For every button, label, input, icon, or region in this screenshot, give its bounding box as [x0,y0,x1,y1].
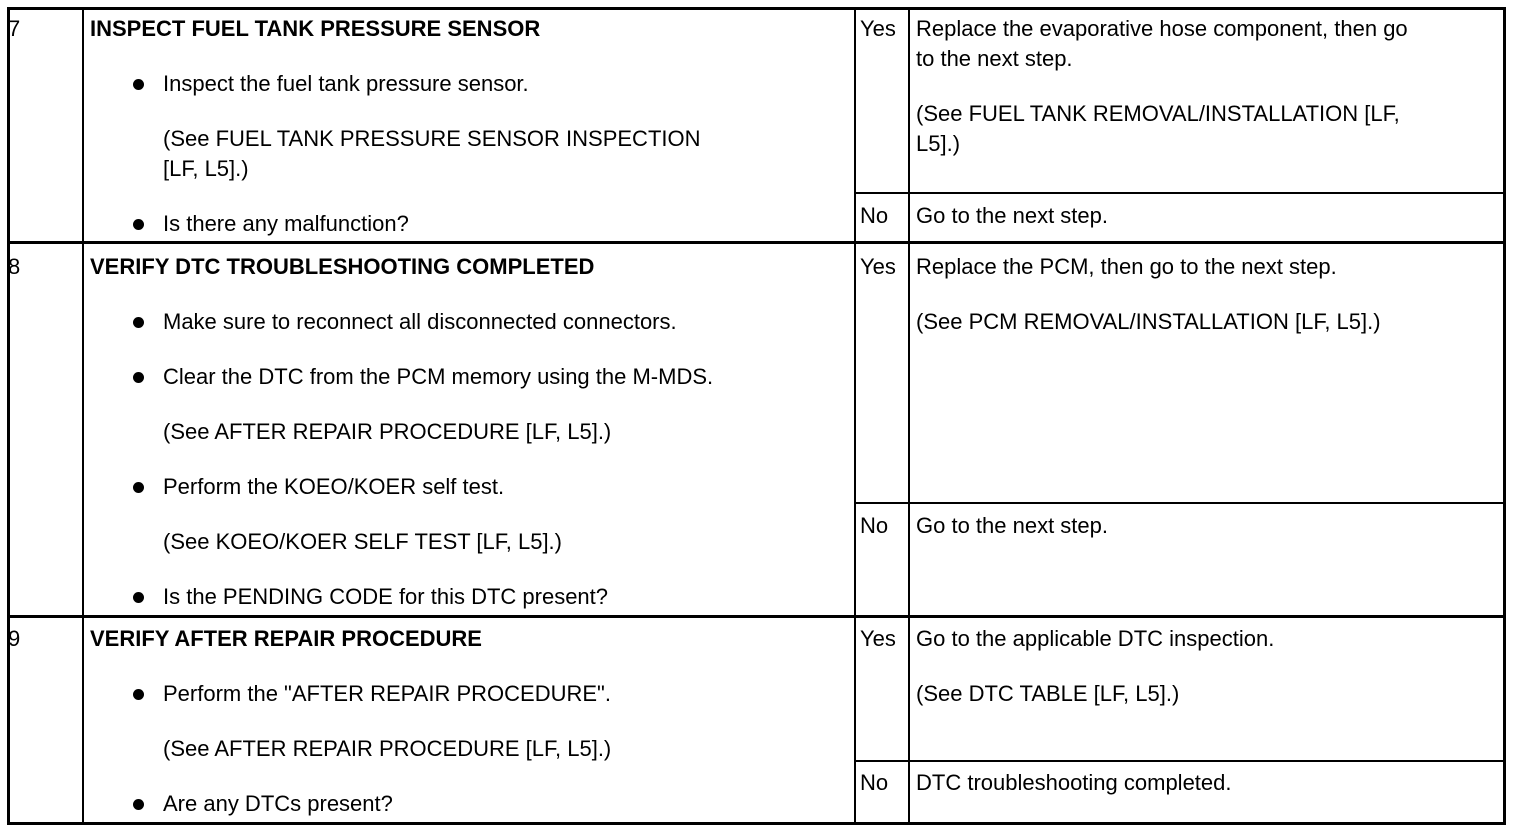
step-9-yes-line1: Go to the applicable DTC inspection. [916,626,1275,651]
bullet-icon [133,592,144,603]
row-divider-8-yes-no [854,502,1506,504]
step-9-number: 9 [8,626,21,651]
step-9-heading: VERIFY AFTER REPAIR PROCEDURE [90,626,482,651]
step-8-bullet-pending-code: Is the PENDING CODE for this DTC present? [163,584,609,609]
step-8-number: 8 [8,254,21,279]
step-7-number: 7 [8,16,21,41]
row-divider-8-9 [9,615,1506,618]
bullet-icon [133,372,144,383]
step-9-bullet-dtcs-present: Are any DTCs present? [163,791,393,816]
step-7-heading: INSPECT FUEL TANK PRESSURE SENSOR [90,16,541,41]
step-8-bullet-clear-dtc: Clear the DTC from the PCM memory using the M-MDS. [163,364,714,389]
step-9-yes-ref: (See DTC TABLE [LF, L5].) [916,681,1180,706]
bullet-icon [133,799,144,810]
step-9-no-action: DTC troubleshooting completed. [916,770,1232,795]
step-8-heading: VERIFY DTC TROUBLESHOOTING COMPLETED [90,254,595,279]
step-8-ref-after-repair: (See AFTER REPAIR PROCEDURE [LF, L5].) [163,419,612,444]
bullet-icon [133,219,144,230]
step-8-ref-self-test: (See KOEO/KOER SELF TEST [LF, L5].) [163,529,562,554]
row-divider-7-yes-no [854,192,1506,194]
step-9-yes-label: Yes [860,626,896,651]
row-divider-7-8 [9,241,1506,244]
bullet-icon [133,79,144,90]
step-7-bullet-inspect: Inspect the fuel tank pressure sensor. [163,71,529,96]
step-9-no-label: No [860,770,889,795]
step-8-yes-label: Yes [860,254,896,279]
bullet-icon [133,317,144,328]
step-7-bullet-malfunction: Is there any malfunction? [163,211,409,236]
step-7-yes-ref-line2: L5].) [916,131,961,156]
column-divider-step [82,9,84,823]
column-divider-result [854,9,856,823]
step-7-ref-line1: (See FUEL TANK PRESSURE SENSOR INSPECTION [163,126,701,151]
row-divider-9-yes-no [854,760,1506,762]
column-divider-action [908,9,910,823]
step-8-yes-line1: Replace the PCM, then go to the next step. [916,254,1337,279]
step-8-no-label: No [860,513,889,538]
step-7-yes-ref-line1: (See FUEL TANK REMOVAL/INSTALLATION [LF, [916,101,1400,126]
step-7-no-label: No [860,203,889,228]
step-8-bullet-reconnect: Make sure to reconnect all disconnected connectors. [163,309,677,334]
step-8-no-action: Go to the next step. [916,513,1109,538]
step-8-yes-ref: (See PCM REMOVAL/INSTALLATION [LF, L5].) [916,309,1381,334]
step-7-ref-line2: [LF, L5].) [163,156,249,181]
step-7-yes-line1: Replace the evaporative hose component, then go [916,16,1408,41]
step-8-bullet-self-test: Perform the KOEO/KOER self test. [163,474,505,499]
step-7-yes-label: Yes [860,16,896,41]
step-7-no-action: Go to the next step. [916,203,1109,228]
bullet-icon [133,689,144,700]
step-9-bullet-perform: Perform the "AFTER REPAIR PROCEDURE". [163,681,611,706]
step-9-ref-after-repair: (See AFTER REPAIR PROCEDURE [LF, L5].) [163,736,612,761]
step-7-yes-line2: to the next step. [916,46,1073,71]
bullet-icon [133,482,144,493]
